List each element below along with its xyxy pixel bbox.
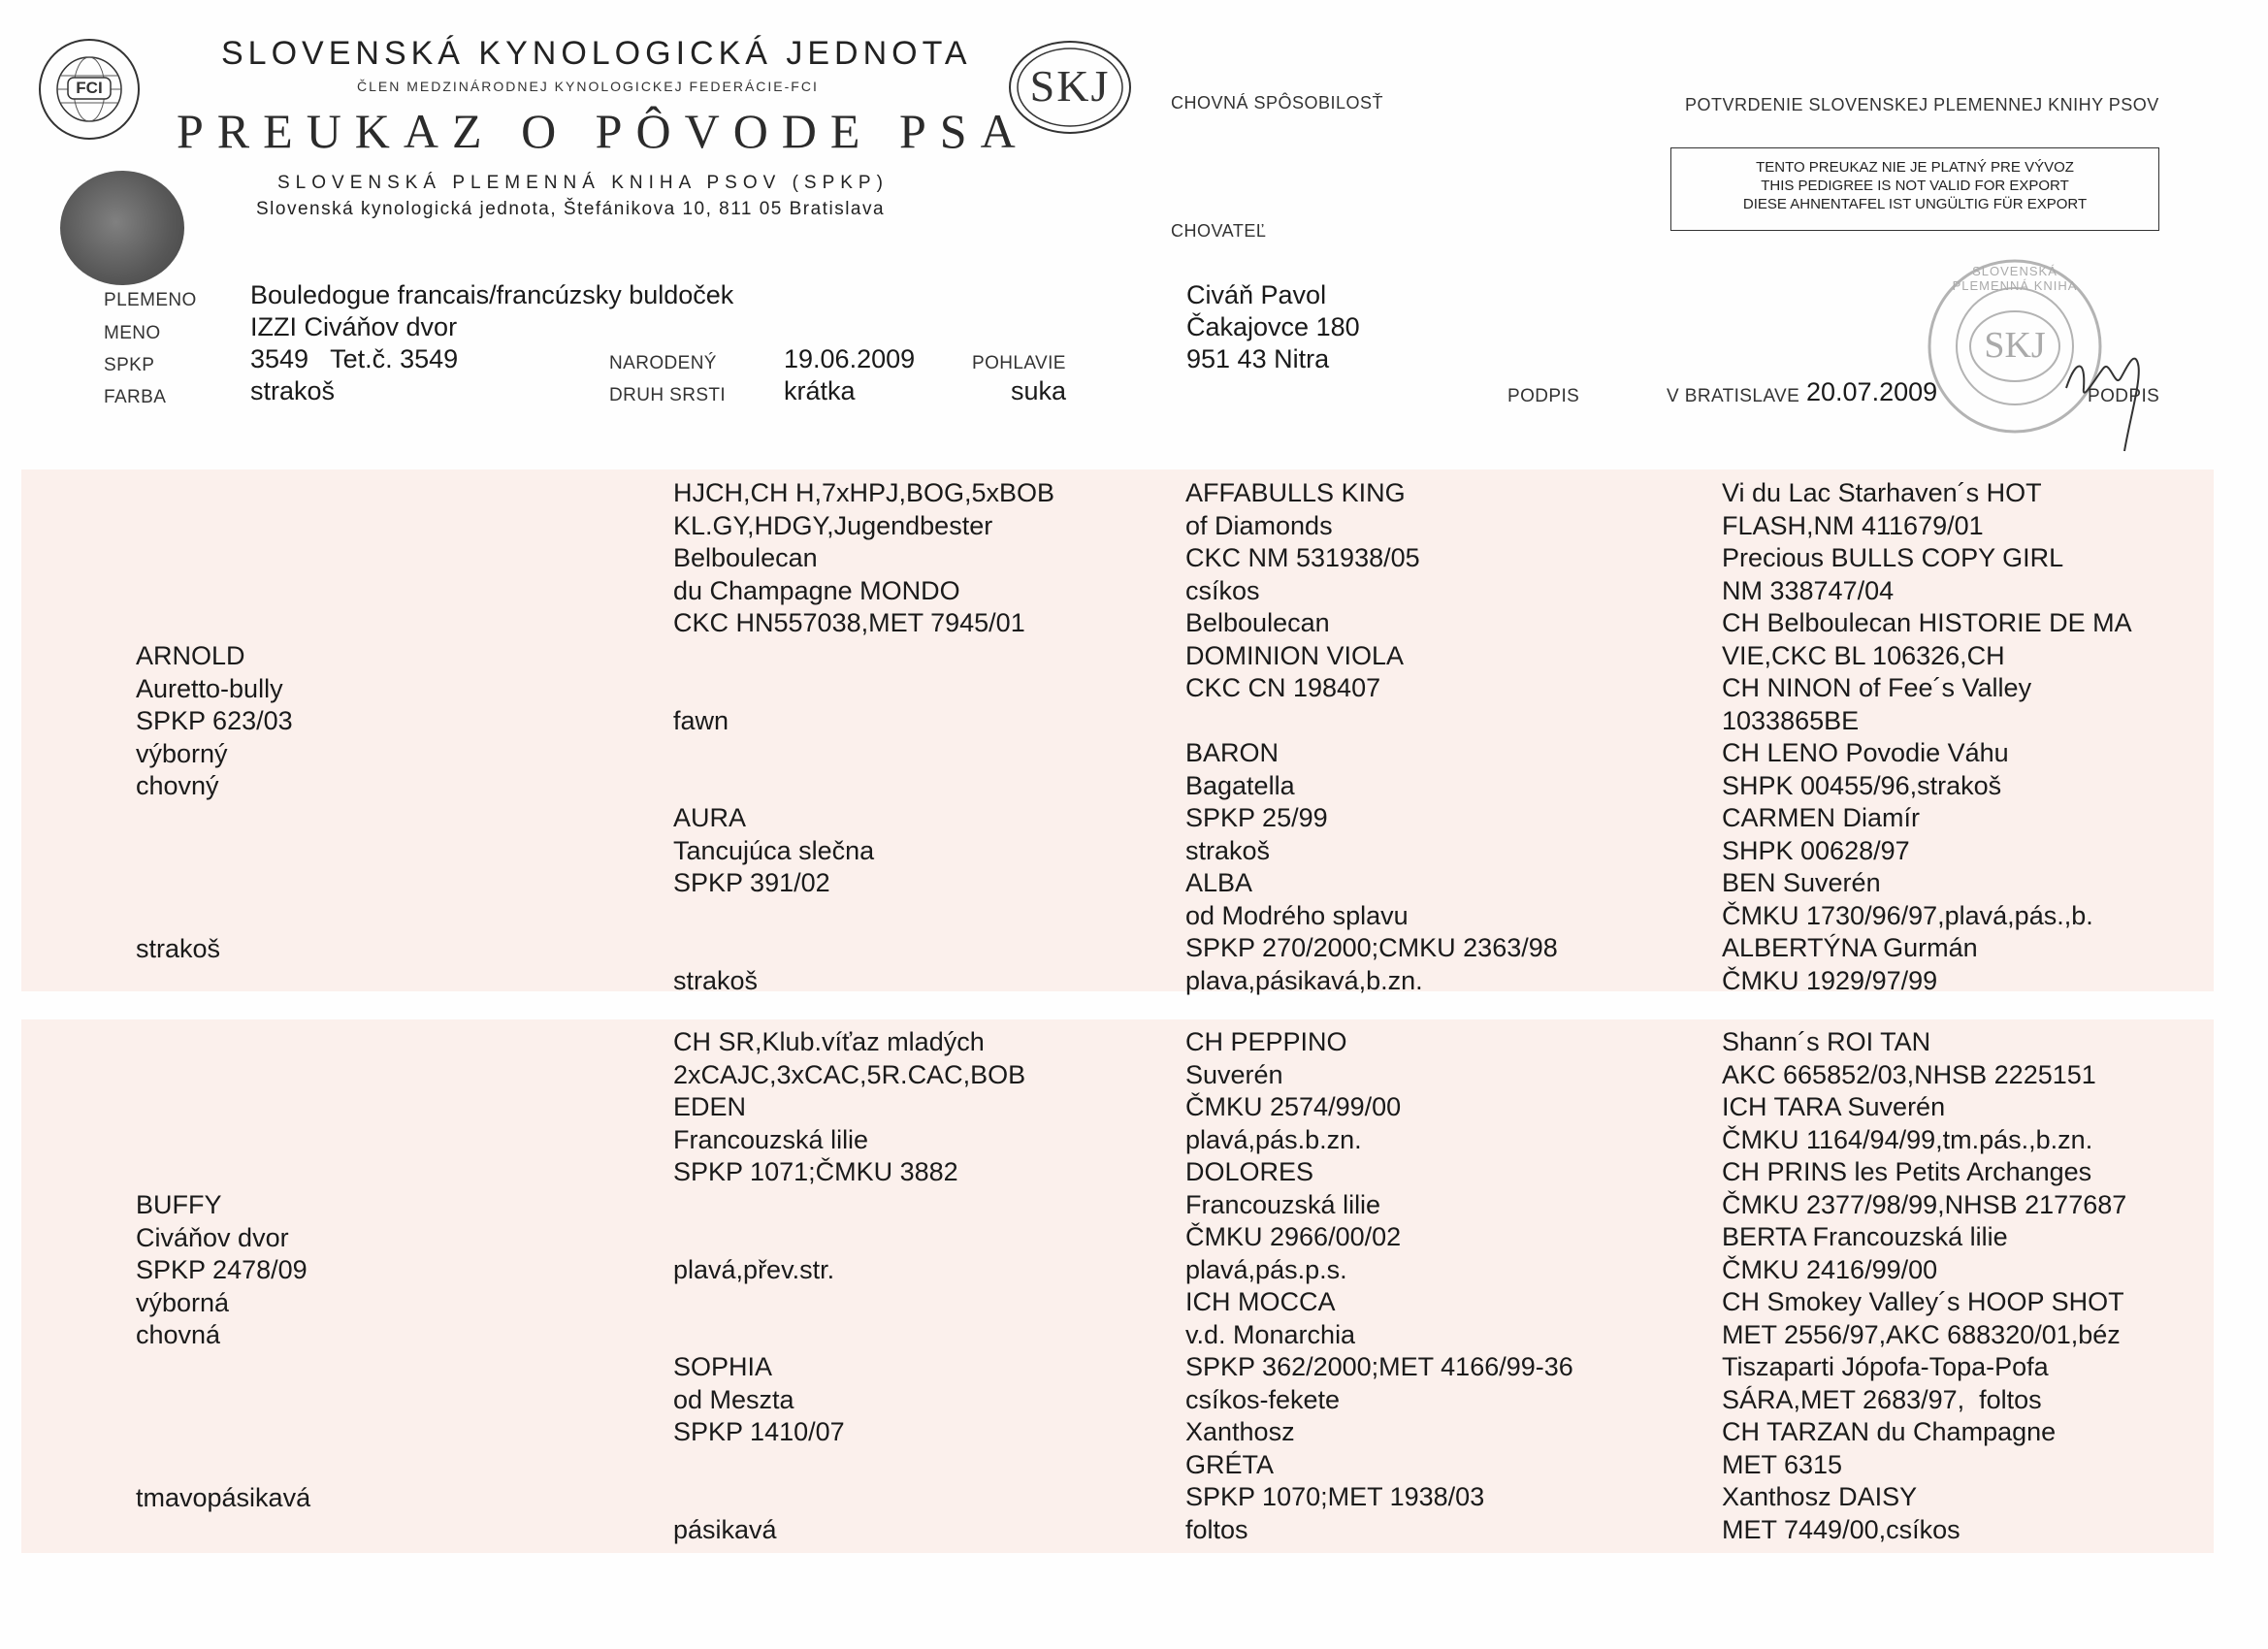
export-notice-sk: TENTO PREUKAZ NIE JE PLATNÝ PRE VÝVOZ (1756, 159, 2074, 176)
org-name: SLOVENSKÁ KYNOLOGICKÁ JEDNOTA (221, 35, 972, 72)
born-label: NARODENÝ (609, 353, 717, 373)
breeder-label: CHOVATEĽ (1171, 221, 1267, 241)
export-notice-box (1670, 147, 2159, 231)
color-value: strakoš (250, 376, 336, 405)
confirmation-label: POTVRDENIE SLOVENSKEJ PLEMENNEJ KNIHY PSOV (1685, 95, 2159, 114)
sire-gen2: HJCH,CH H,7xHPJ,BOG,5xBOB KL.GY,HDGY,Jugendbester Belboulecan du Champagne MONDO CKC HN557038,MET 7945/01 fawn AURA Tancujúca slečna SPKP 391/02 strakoš (673, 478, 1055, 995)
stamp-ring-text: SLOVENSKÁ PLEMENNÁ KNIHA (1952, 264, 2078, 293)
export-notice-de: DIESE AHNENTAFEL IST UNGÜLTIG FÜR EXPORT (1742, 196, 2088, 212)
color-label: FARBA (104, 387, 167, 407)
signature-label: PODPIS (1507, 386, 1580, 406)
embossed-seal (60, 171, 184, 285)
signature-label-2: PODPIS (2088, 386, 2160, 406)
dam-gen2: CH SR,Klub.víťaz mladých 2xCAJC,3xCAC,5R.CAC,BOB EDEN Francouzská lilie SPKP 1071;ČMKU 3882 plavá,přev.str. SOPHIA od Meszta SPKP 1410/07 pásikavá (673, 1027, 1026, 1544)
fci-logo (37, 37, 142, 142)
fci-member-line: ČLEN MEDZINÁRODNEJ KYNOLOGICKEJ FEDERÁCIE-FCI (357, 79, 819, 94)
dam-gen1: BUFFY Civáňov dvor SPKP 2478/09 výborná chovná tmavopásikavá (136, 1190, 311, 1512)
breed-label: PLEMENO (104, 290, 197, 310)
breed-value: Bouledogue francais/francúzsky buldoček (250, 280, 734, 309)
skj-logo (1007, 39, 1133, 136)
issue-date: 20.07.2009 (1806, 377, 1938, 406)
spkp-value: 3549 Tet.č. 3549 (250, 344, 459, 373)
document-title: PREUKAZ O PÔVODE PSA (177, 104, 1029, 158)
sire-gen4: Vi du Lac Starhaven´s HOT FLASH,NM 411679/01 Precious BULLS COPY GIRL NM 338747/04 CH Belboulecan HISTORIE DE MA VIE,CKC BL 106326,CH CH NINON of Fee´s Valley 1033865BE CH LENO Povodie Váhu SHPK 00455/96,strakoš CARMEN Diamír SHPK 00628/97 BEN Suverén ČMKU 1730/96/97,plavá,pás.,b. ALBERTÝNA Gurmán ČMKU 1929/97/99 (1722, 478, 2132, 995)
export-notice-en: THIS PEDIGREE IS NOT VALID FOR EXPORT (1761, 178, 2069, 194)
breeder-city: 951 43 Nitra (1186, 344, 1330, 373)
name-label: MENO (104, 323, 161, 343)
sire-gen1: ARNOLD Auretto-bully SPKP 623/03 výborný chovný strakoš (136, 641, 293, 963)
born-value: 19.06.2009 (784, 344, 916, 373)
place-label: V BRATISLAVE (1667, 386, 1800, 406)
dog-name-value: IZZI Civáňov dvor (250, 312, 458, 341)
stud-book-name: SLOVENSKÁ PLEMENNÁ KNIHA PSOV (SPKP) (277, 173, 889, 193)
stamp-center-text: SKJ (1984, 325, 2046, 366)
coat-value: krátka (784, 376, 856, 405)
skj-logo-text: SKJ (1029, 61, 1111, 111)
fci-logo-text: FCI (76, 79, 103, 97)
breeder-street: Čakajovce 180 (1186, 312, 1360, 341)
sire-gen3: AFFABULLS KING of Diamonds CKC NM 531938/05 csíkos Belboulecan DOMINION VIOLA CKC CN 198407 BARON Bagatella SPKP 25/99 strakoš ALBA od Modrého splavu SPKP 270/2000;CMKU 2363/98 plava,pásikavá,b.zn. (1185, 478, 1558, 995)
coat-label: DRUH SRSTI (609, 385, 727, 405)
sex-label: POHLAVIE (972, 353, 1066, 373)
breeder-name: Civáň Pavol (1186, 280, 1327, 309)
sex-value: suka (1011, 376, 1067, 405)
dam-gen3: CH PEPPINO Suverén ČMKU 2574/99/00 plavá,pás.b.zn. DOLORES Francouzská lilie ČMKU 2966/00/02 plavá,pás.p.s. ICH MOCCA v.d. Monarchia SPKP 362/2000;MET 4166/99-36 csíkos-fekete Xanthosz GRÉTA SPKP 1070;MET 1938/03 foltos (1185, 1027, 1573, 1544)
spkp-label: SPKP (104, 355, 155, 375)
breeding-ability-label: CHOVNÁ SPÔSOBILOSŤ (1171, 93, 1384, 113)
org-address: Slovenská kynologická jednota, Štefánikova 10, 811 05 Bratislava (256, 199, 886, 219)
dam-gen4: Shann´s ROI TAN AKC 665852/03,NHSB 2225151 ICH TARA Suverén ČMKU 1164/94/99,tm.pás.,b.zn. CH PRINS les Petits Archanges ČMKU 2377/98/99,NHSB 2177687 BERTA Francouzská lilie ČMKU 2416/99/00 CH Smokey Valley´s HOOP SHOT MET 2556/97,AKC 688320/01,béz Tiszaparti Jópofa-Topa-Pofa SÁRA,MET 2683/97, foltos CH TARZAN du Champagne MET 6315 Xanthosz DAISY MET 7449/00,csíkos (1722, 1027, 2127, 1544)
